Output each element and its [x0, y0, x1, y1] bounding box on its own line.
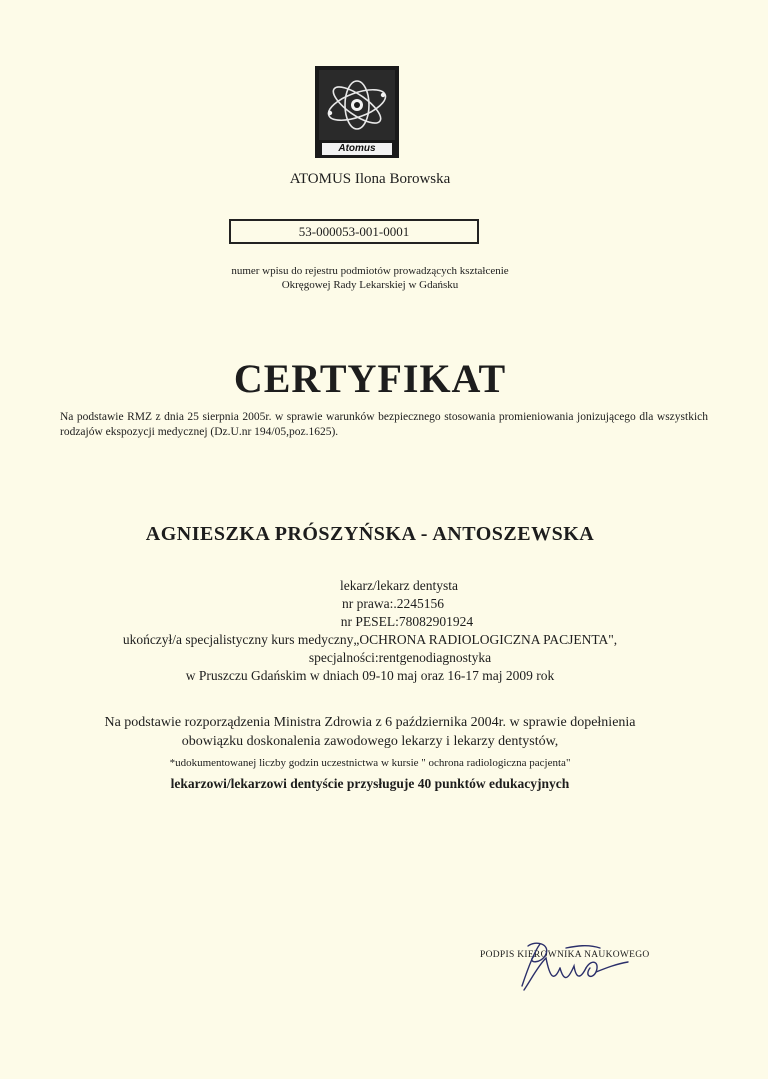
course-name: ukończył/a specjalistyczny kurs medyczny„OCHRONA RADIOLOGICZNA PACJENTA",: [122, 632, 618, 647]
registry-description: [0, 264, 740, 292]
registry-number: 53-000053-001-0001: [229, 219, 479, 244]
recipient-name: AGNIESZKA PRÓSZYŃSKA - ANTOSZEWSKA: [145, 523, 595, 545]
signature-label: PODPIS KIEROWNIKA NAUKOWEGO: [480, 950, 650, 960]
education-points: lekarzowi/lekarzowi dentyście przysługuje 40 punktów edukacyjnych: [170, 776, 570, 791]
registry-description-line-1: numer wpisu do rejestru podmiotów prowadzących kształcenie: [231, 265, 509, 277]
certificate-title: CERTYFIKAT: [233, 356, 507, 401]
regulation-line-1: Na podstawie rozporządzenia Ministra Zdrowia z 6 października 2004r. w sprawie dopełnienia: [104, 715, 636, 730]
recipient-details: [0, 577, 740, 685]
company-name: ATOMUS Ilona Borowska: [289, 171, 451, 187]
handwritten-signature: [476, 938, 676, 998]
license-number: nr prawa:.2245156: [342, 596, 444, 611]
regulation-text: [0, 713, 740, 751]
registry-description-line-2: Okręgowej Rady Lekarskiej w Gdańsku: [281, 279, 459, 291]
specialty: specjalności:rentgenodiagnostyka: [308, 650, 492, 665]
hours-note: *udokumentowanej liczby godzin uczestnictwa w kursie " ochrona radiologiczna pacjenta": [169, 757, 571, 769]
logo-text: Atomus: [338, 143, 376, 154]
pesel-number: nr PESEL:78082901924: [340, 614, 474, 629]
legal-basis: Na podstawie RMZ z dnia 25 sierpnia 2005r. w sprawie warunków bezpiecznego stosowania promieniowania jonizującego dla wszystkich rodzajów ekspozycji medycznej (Dz.U.nr 194/05,poz.1625).: [60, 411, 708, 438]
regulation-line-2: obowiązku doskonalenia zawodowego lekarzy i lekarzy dentystów,: [181, 734, 559, 749]
atomus-logo: [314, 65, 400, 159]
profession: lekarz/lekarz dentysta: [339, 578, 459, 593]
signature-area: [476, 938, 676, 998]
place-and-dates: w Pruszczu Gdańskim w dniach 09-10 maj oraz 16-17 maj 2009 rok: [185, 668, 555, 683]
